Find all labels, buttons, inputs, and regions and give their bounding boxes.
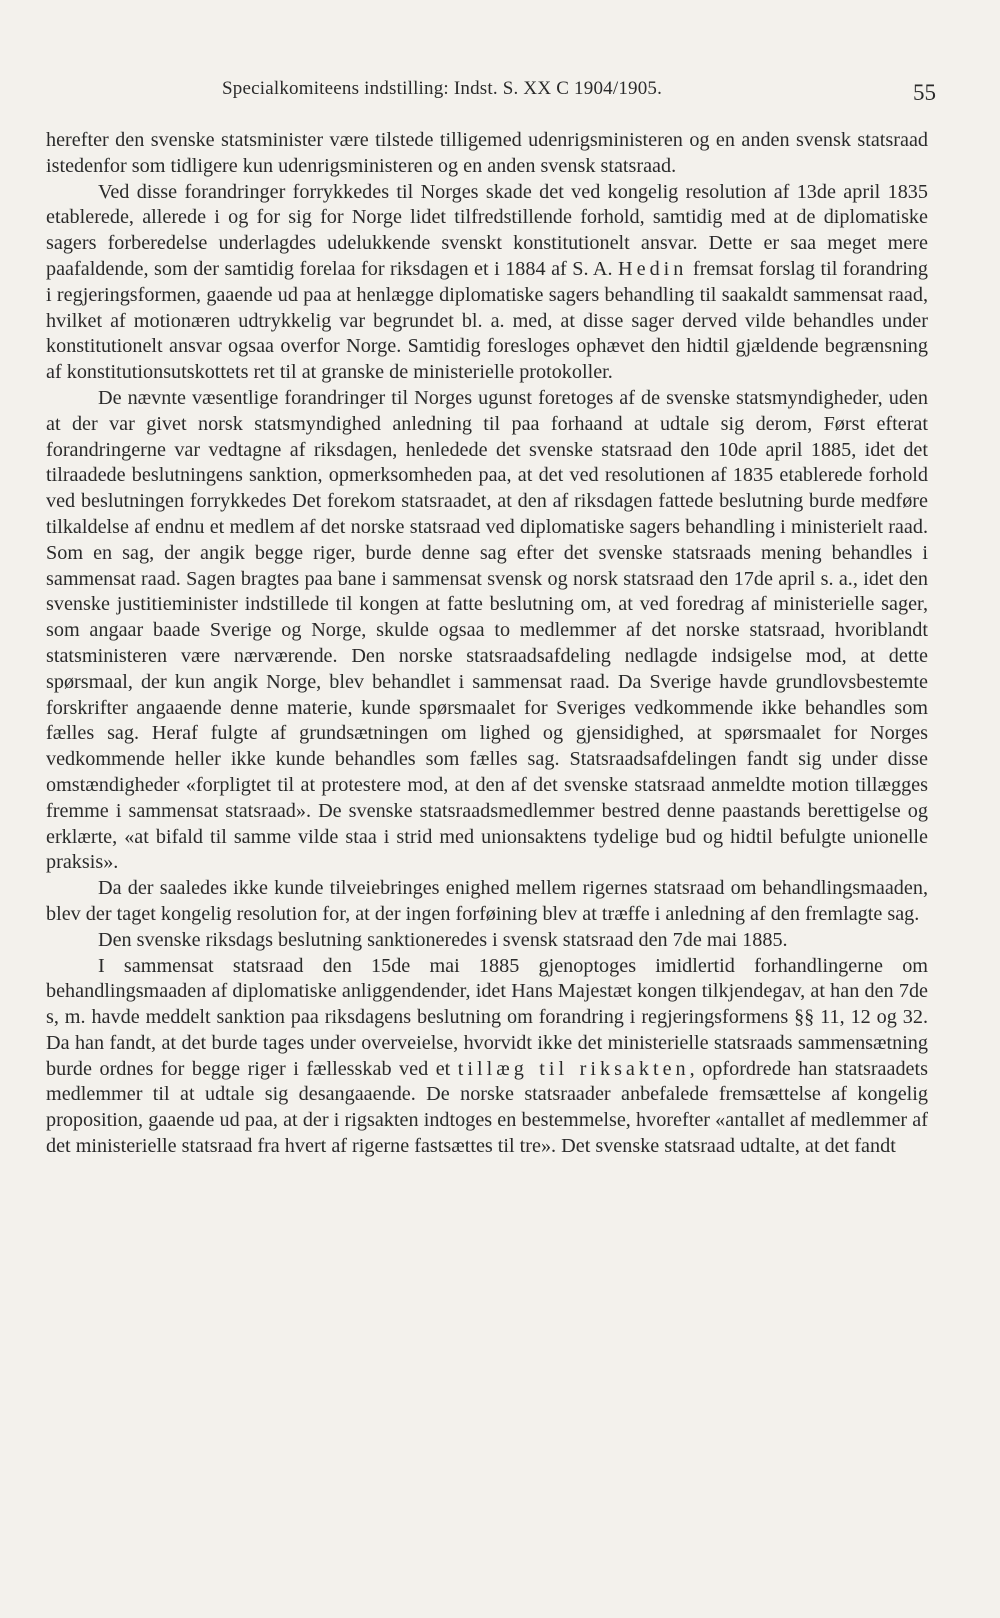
spaced-emphasis: tillæg til riksakten: [457, 1057, 690, 1080]
paragraph-6-text-b: , opfordrede han statsraadets medlemmer til at udtale sig desangaaende. De norske statsraader anbefalede fremsættelse af kongelig proposition, gaaende ud paa, at der i rigsakten indtoges en bestemmelse, hvorefter «antallet af medlemmer af det ministerielle statsraad fra hvert af rigerne fastsættes til tre». Det svenske statsraad udtalte, at det fandt: [46, 1057, 928, 1158]
paragraph-3-text: De nævnte væsentlige forandringer til Norges ugunst foretoges af de svenske statsmyndigheder, uden at der var givet norsk statsmyndighed anledning til paa forhaand at udtale sig derom, Først efterat forandringerne var vedtagne af riksdagen, henledede det svenske statsraad den 10de april 1885, idet det tilraadede beslutningens sanktion, opmerksomheden paa, at det ved resolutionen af 1835 etablerede forhold ved beslutningen forrykkedes Det forekom statsraadet, at den af riksdagen fattede beslutning burde medføre tilkaldelse af endnu et medlem af det norske statsraad ved diplomatiske sagers behandling i ministerielt raad. Som en sag, der angik begge riger, burde denne sag efter det svenske statsraads mening behandles i sammensat raad. Sagen bragtes paa bane i sammensat svensk og norsk statsraad den 17de april s. a., idet den svenske justitieminister indstillede til kongen at fatte beslutning om, at ved foredrag af ministerielle sager, som angaar baade Sverige og Norge, skulde ogsaa to medlemmer af det norske statsraad, hvoriblandt statsministeren være nærværende. Den norske statsraadsafdeling nedlagde indsigelse mod, at dette spørsmaal, der kun angik Norge, blev behandlet i sammensat raad. Da Sverige havde grundlovsbestemte forskrifter angaaende denne materie, kunde spørsmaalet for Sveriges vedkommende ikke behandles som fælles sag. Heraf fulgte af grundsætningen om lighed og gjensidighed, at spørsmaalet for Norges vedkommende heller ikke kunde behandles som fælles sag. Statsraadsafdelingen fandt sig under disse omstændigheder «forpligtet til at protestere mod, at den af det svenske statsraad anmeldte motion tillægges fremme i sammensat statsraad». De svenske statsraadsmedlemmer bestred denne paastands berettigelse og erklærte, «at bifald til samme vilde staa i strid med unionsaktens tydelige bud og hidtil befulgte unionelle praksis».: [46, 386, 928, 874]
running-title: Specialkomiteens indstilling: Indst. S. XX C 1904/1905.: [222, 78, 663, 99]
paragraph-1-text: herefter den svenske statsminister være tilstede tilligemed udenrigsministeren og en anden svensk statsraad istedenfor som tidligere kun udenrigsministeren og en anden svensk statsraad.: [46, 129, 928, 177]
page-number: 55: [913, 80, 936, 105]
paragraph-3: [46, 386, 928, 876]
paragraph-4-text: Da der saaledes ikke kunde tilveiebringes enighed mellem rigernes statsraad om behandlingsmaaden, blev der taget kongelig resolution for, at der ingen forføining blev at træffe i anledning af den fremlagte sag.: [46, 877, 928, 925]
paragraph-6-text-a: I sammensat statsraad den 15de mai 1885 gjenoptoges imidlertid forhandlingerne om behandlingsmaaden af diplomatiske anliggendender, idet Hans Majestæt kongen tilkjendegav, at han den 7de s, m. havde meddelt sanktion paa riksdagens beslutning om forandring i regjeringsformens §§ 11, 12 og 32. Da han fandt, at det burde tages under overveielse, hvorvidt ikke det ministerielle statsraads sammensætning burde ordnes for begge riger i fællesskab ved et: [46, 954, 928, 1080]
paragraph-1: [46, 128, 928, 180]
paragraph-2-text-a: Ved disse forandringer forrykkedes til Norges skade det ved kongelig resolution af 13de april 1835 etablerede, allerede i og for sig for Norge lidet tilfredstillende forhold, samtidig med at de diplomatiske sagers forberedelse underlagdes udelukkende svenskt konstitutionelt ansvar. Dette er saa meget mere paafaldende, som der samtidig forelaa for riksdagen et i 1884 af S. A.: [46, 180, 928, 280]
paragraph-4: [46, 876, 928, 928]
page-header: [46, 78, 936, 108]
paragraph-2: [46, 180, 928, 386]
paragraph-5: [46, 928, 928, 954]
body-text: [46, 128, 928, 1160]
paragraph-2-text-b: fremsat forslag til forandring i regjeringsformen, gaaende ud paa at henlægge diplomatiske sagers behandling til saakaldt sammensat raad, hvilket af motionæren udtrykkelig var begrundet bl. a. med, at disse sager derved vilde behandles under konstitutionelt ansvar ogsaa overfor Norge. Samtidig foresloges ophævet den hidtil gjældende begrænsning af konstitutionsutskottets ret til at granske de ministerielle protokoller.: [46, 257, 928, 384]
paragraph-6: [46, 954, 928, 1160]
spaced-name-hedin: Hedin: [618, 257, 688, 280]
paragraph-5-text: Den svenske riksdags beslutning sanktioneredes i svensk statsraad den 7de mai 1885.: [98, 928, 788, 951]
